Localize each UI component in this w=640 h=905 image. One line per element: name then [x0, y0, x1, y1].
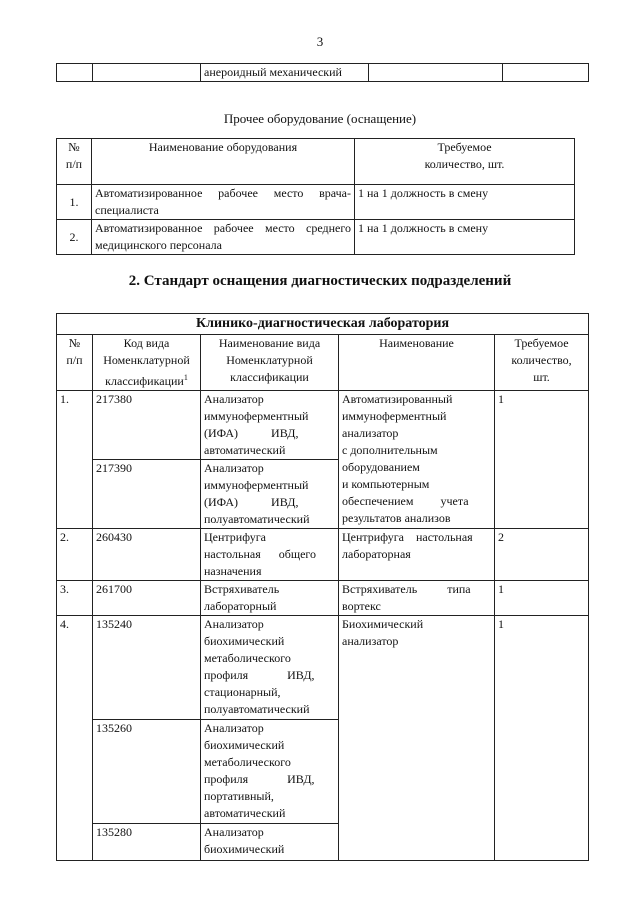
lab-row-name [339, 529, 495, 581]
top-continuation-table [56, 63, 589, 82]
lab-row-type [201, 616, 339, 720]
type-line: Анализатор [204, 721, 264, 735]
top-cell-qty [503, 64, 589, 82]
type-line: Центрифуга [204, 530, 266, 544]
lab-header-num [57, 335, 93, 391]
oe-row-name [92, 185, 355, 220]
top-cell-code [93, 64, 201, 82]
type-line: назначения [204, 564, 262, 578]
lab-row-num: 3. [57, 581, 93, 616]
section-title: 2. Стандарт оснащения диагностических подразделений [128, 273, 512, 289]
lab-row-type [201, 720, 339, 824]
lab-row-name [339, 616, 495, 861]
type-line: иммуноферментный [204, 409, 309, 423]
oe-row-qty: 1 на 1 должность в смену [355, 220, 575, 255]
oe-header-qty-line2: количество, шт. [424, 157, 505, 171]
lab-row-num: 1. [57, 391, 93, 529]
lab-row-code: 135260 [93, 720, 201, 824]
type-line: (ИФА) ИВД, [204, 426, 299, 440]
lab-row-qty: 1 [495, 581, 589, 616]
type-line: Анализатор [204, 392, 264, 406]
oe-header-qty-line1: Требуемое [437, 140, 492, 154]
type-line: автоматический [204, 806, 286, 820]
table-row [57, 581, 589, 616]
type-line: полуавтоматический [204, 512, 310, 526]
type-line: полуавтоматический [204, 702, 310, 716]
table-row [57, 220, 575, 255]
oe-row-name-line1: Автоматизированное рабочее место среднего [95, 221, 351, 235]
lab-row-name [339, 581, 495, 616]
type-line: биохимический [204, 738, 285, 752]
lab-header-type-line1: Наименование вида [218, 336, 321, 350]
name-line: Центрифуга настольная [342, 530, 473, 544]
lab-row-code: 217380 [93, 391, 201, 460]
lab-row-qty: 1 [495, 616, 589, 861]
lab-header-code-line2: Номенклатурной [103, 353, 190, 367]
lab-header-qty-line1: Требуемое [514, 336, 569, 350]
oe-row-name-line1: Автоматизированное рабочее место врача- [95, 186, 351, 200]
oe-row-num: 1. [57, 185, 92, 220]
type-line: Анализатор [204, 825, 264, 839]
lab-row-name [339, 391, 495, 529]
lab-title: Клинико-диагностическая лаборатория [57, 314, 589, 335]
type-line: стационарный, [204, 685, 281, 699]
type-line: лабораторный [204, 599, 277, 613]
name-line: результатов анализов [342, 511, 451, 525]
lab-header-qty [495, 335, 589, 391]
table-row [57, 391, 589, 460]
type-line: Анализатор [204, 461, 264, 475]
type-line: профиля ИВД, [204, 668, 315, 682]
type-line: автоматический [204, 443, 286, 457]
type-line: биохимический [204, 842, 285, 856]
lab-row-type [201, 581, 339, 616]
lab-row-code: 135280 [93, 824, 201, 861]
footnote-marker: 1 [183, 373, 188, 382]
oe-row-num: 2. [57, 220, 92, 255]
type-line: Встряхиватель [204, 582, 280, 596]
name-line: лабораторная [342, 547, 411, 561]
lab-header-qty-line3: шт. [533, 370, 550, 384]
name-line: анализатор [342, 634, 399, 648]
oe-header-num-line2: п/п [65, 157, 83, 171]
lab-header-code-text: классификации [105, 374, 184, 388]
lab-row-type [201, 529, 339, 581]
lab-header-num-line2: п/п [66, 353, 83, 367]
name-line: Встряхиватель типа [342, 582, 471, 596]
lab-header-type [201, 335, 339, 391]
oe-header-num [57, 139, 92, 185]
name-line: вортекс [342, 599, 381, 613]
name-line: иммуноферментный [342, 409, 447, 423]
lab-table [56, 313, 589, 861]
lab-header-code [93, 335, 201, 391]
oe-header-qty [355, 139, 575, 185]
name-line: оборудованием [342, 460, 420, 474]
table-row [57, 529, 589, 581]
lab-header-type-line2: Номенклатурной [226, 353, 313, 367]
lab-row-qty: 2 [495, 529, 589, 581]
oe-row-name-line2: специалиста [95, 203, 159, 217]
lab-row-num: 2. [57, 529, 93, 581]
type-line: портативный, [204, 789, 274, 803]
lab-header-type-line3: классификации [230, 370, 309, 384]
lab-row-qty: 1 [495, 391, 589, 529]
name-line: обеспечением учета [342, 494, 469, 508]
lab-row-code: 217390 [93, 460, 201, 529]
top-cell-num [57, 64, 93, 82]
top-cell-name [369, 64, 503, 82]
type-line: профиля ИВД, [204, 772, 315, 786]
oe-row-name [92, 220, 355, 255]
type-line: настольная общего [204, 547, 317, 561]
type-line: иммуноферментный [204, 478, 309, 492]
lab-header-num-line1: № [68, 336, 81, 350]
name-line: Автоматизированный [342, 392, 453, 406]
type-line: метаболического [204, 755, 291, 769]
oe-header-name: Наименование оборудования [92, 139, 355, 185]
lab-row-code: 135240 [93, 616, 201, 720]
lab-row-num: 4. [57, 616, 93, 861]
lab-header-name: Наименование [339, 335, 495, 391]
name-line: с дополнительным [342, 443, 438, 457]
oe-row-name-line2: медицинского персонала [95, 238, 222, 252]
lab-row-type [201, 824, 339, 861]
type-line: метаболического [204, 651, 291, 665]
table-row [57, 616, 589, 720]
name-line: Биохимический [342, 617, 424, 631]
lab-row-code: 260430 [93, 529, 201, 581]
lab-header-qty-line2: количество, [511, 353, 572, 367]
lab-row-type [201, 391, 339, 460]
name-line: анализатор [342, 426, 399, 440]
lab-header-code-line1: Код вида [123, 336, 170, 350]
top-cell-type: анероидный механический [201, 64, 369, 82]
lab-row-type [201, 460, 339, 529]
type-line: Анализатор [204, 617, 264, 631]
lab-header-code-line3 [96, 369, 197, 390]
oe-header-num-line1: № [68, 140, 80, 154]
table-row [57, 185, 575, 220]
type-line: биохимический [204, 634, 285, 648]
page-number: 3 [316, 34, 324, 49]
lab-row-code: 261700 [93, 581, 201, 616]
other-equipment-table [56, 138, 575, 255]
type-line: (ИФА) ИВД, [204, 495, 299, 509]
oe-row-qty: 1 на 1 должность в смену [355, 185, 575, 220]
name-line: и компьютерным [342, 477, 430, 491]
other-equipment-title: Прочее оборудование (оснащение) [223, 111, 417, 126]
